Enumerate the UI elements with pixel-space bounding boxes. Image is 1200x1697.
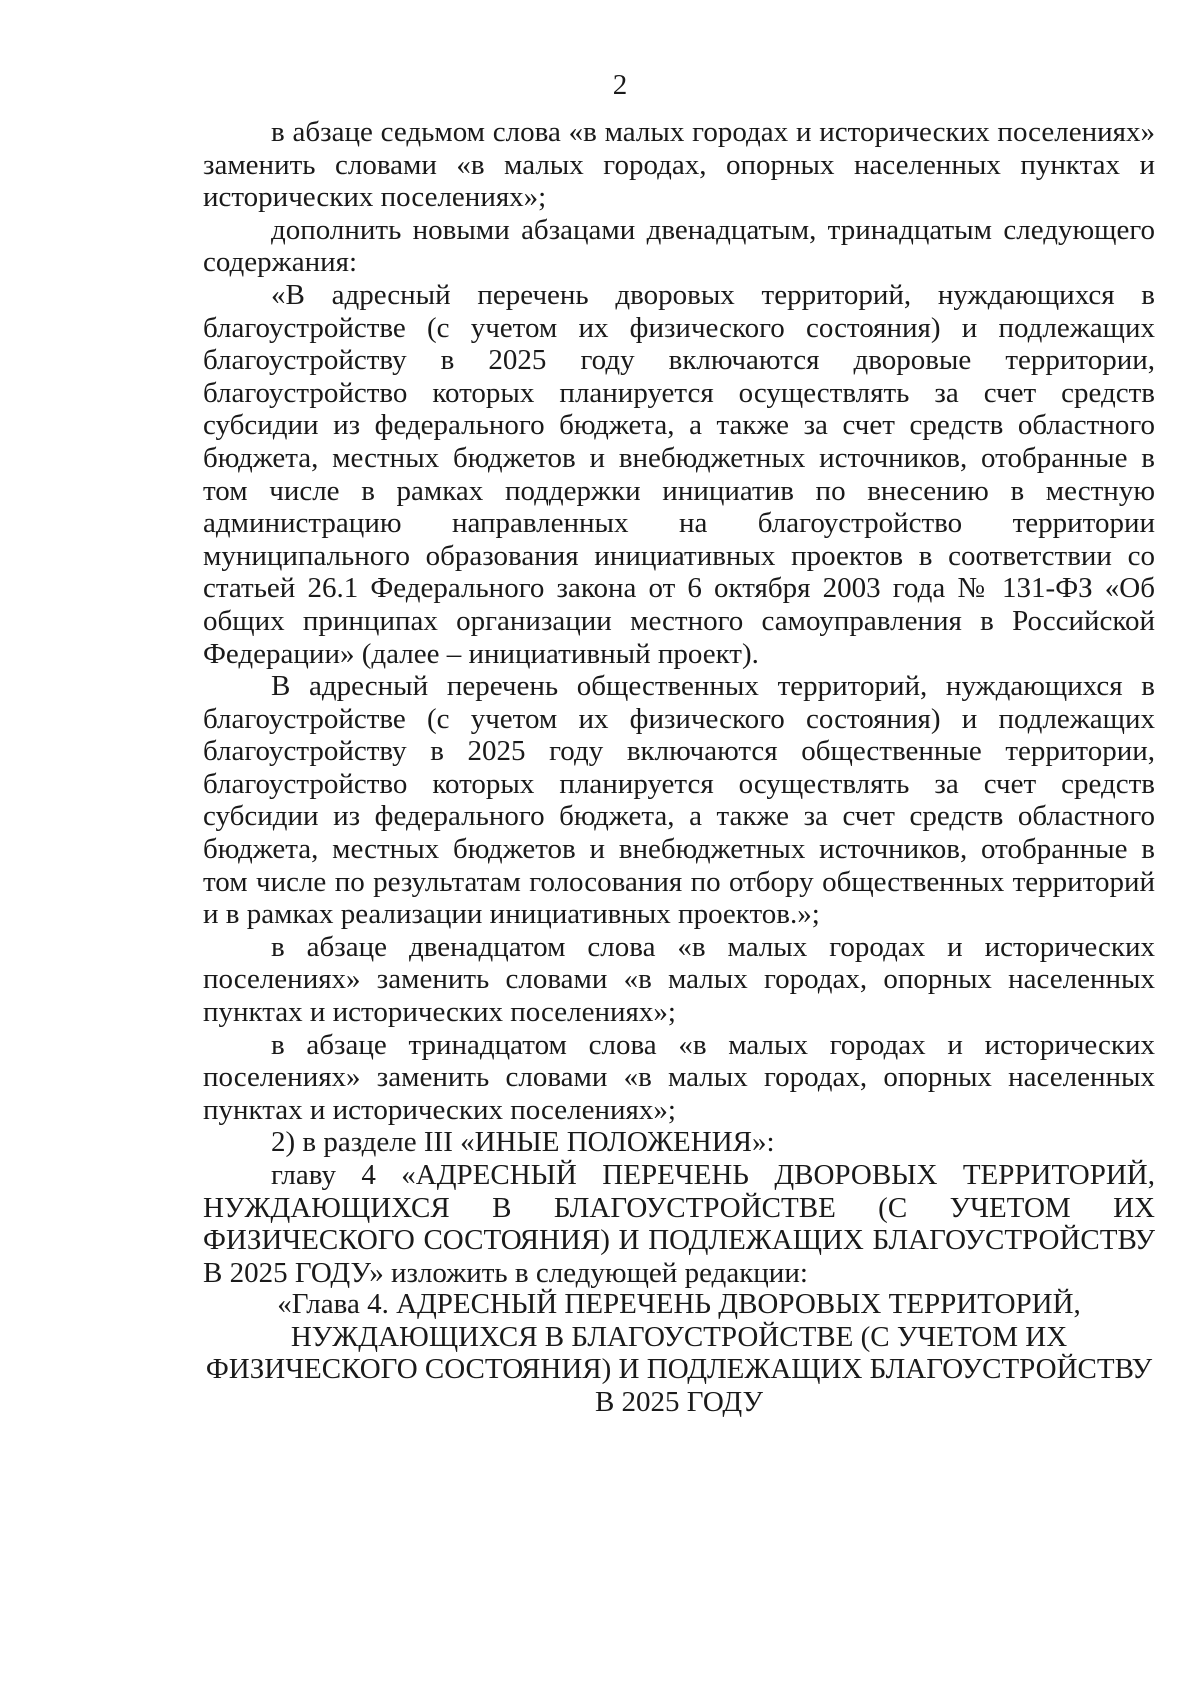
page-number: 2	[612, 69, 628, 101]
paragraph-amend-thirteenth: в абзаце тринадцатом слова «в малых городах и исторических поселениях» заменить словами «в малых городах, опорных населенных пунктах и исторических поселениях»;	[203, 1028, 1155, 1126]
document-body	[203, 116, 1155, 1289]
chapter-heading-line: «Глава 4. АДРЕСНЫЙ ПЕРЕЧЕНЬ ДВОРОВЫХ ТЕРРИТОРИЙ,	[277, 1288, 1081, 1320]
chapter-heading-line: В 2025 ГОДУ	[594, 1385, 764, 1418]
paragraph-add-new: дополнить новыми абзацами двенадцатым, тринадцатым следующего содержания:	[203, 213, 1155, 279]
chapter-heading-line: ФИЗИЧЕСКОГО СОСТОЯНИЯ) И ПОДЛЕЖАЩИХ БЛАГОУСТРОЙСТВУ	[205, 1353, 1153, 1386]
paragraph-yard-territories: «В адресный перечень дворовых территорий, нуждающихся в благоустройстве (с учетом их физического состояния) и подлежащих благоустройству в 2025 году включаются дворовые территории, благоустройство которых планируется осуществлять за счет средств субсидии из федерального бюджета, а также за счет средств областного бюджета, местных бюджетов и внебюджетных источников, отобранные в том числе в рамках поддержки инициатив по внесению в местную администрацию направленных на благоустройство территории муниципального образования инициативных проектов в соответствии со статьей 26.1 Федерального закона от 6 октября 2003 года № 131-ФЗ «Об общих принципах организации местного самоуправления в Российской Федерации» (далее – инициативный проект).	[203, 278, 1155, 670]
paragraph-amend-twelfth: в абзаце двенадцатом слова «в малых городах и исторических поселениях» заменить словами «в малых городах, опорных населенных пунктах и исторических поселениях»;	[203, 930, 1155, 1029]
chapter-heading	[203, 1288, 1155, 1418]
paragraph-public-territories: В адресный перечень общественных территорий, нуждающихся в благоустройстве (с учетом их физического состояния) и подлежащих благоустройству в 2025 году включаются общественные территории, благоустройство которых планируется осуществлять за счет средств субсидии из федерального бюджета, а также за счет средств областного бюджета, местных бюджетов и внебюджетных источников, отобранные в том числе по результатам голосования по отбору общественных территорий и в рамках реализации инициативных проектов.»;	[203, 670, 1155, 931]
paragraph-amend-seventh: в абзаце седьмом слова «в малых городах и исторических поселениях» заменить словами «в малых городах, опорных населенных пунктах и исторических поселениях»;	[203, 116, 1155, 214]
paragraph-section-three: 2) в разделе III «ИНЫЕ ПОЛОЖЕНИЯ»:	[271, 1126, 775, 1159]
chapter-heading-line: НУЖДАЮЩИХСЯ В БЛАГОУСТРОЙСТВЕ (С УЧЕТОМ ИХ	[290, 1320, 1068, 1353]
paragraph-chapter-four-instruction: главу 4 «АДРЕСНЫЙ ПЕРЕЧЕНЬ ДВОРОВЫХ ТЕРРИТОРИЙ, НУЖДАЮЩИХСЯ В БЛАГОУСТРОЙСТВЕ (С УЧЕТОМ ИХ ФИЗИЧЕСКОГО СОСТОЯНИЯ) И ПОДЛЕЖАЩИХ БЛАГОУСТРОЙСТВУ В 2025 ГОДУ» изложить в следующей редакции:	[203, 1159, 1155, 1289]
